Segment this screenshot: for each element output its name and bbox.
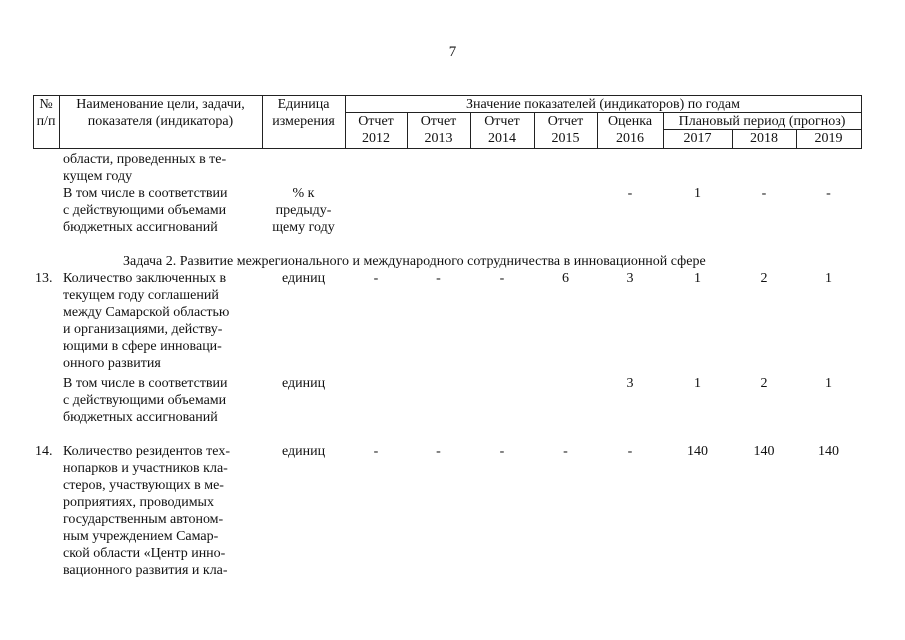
row-13-name-line: онного развития bbox=[63, 356, 161, 371]
sub-row-1-name-line: В том числе в соответствии bbox=[63, 186, 228, 201]
header-col-unit-sub: измерения bbox=[272, 114, 335, 129]
sub-row-1-unit-line: щему году bbox=[272, 220, 335, 235]
sub-row-2-value: 1 bbox=[694, 376, 701, 391]
row-14-value: 140 bbox=[818, 444, 839, 459]
header-values-title: Значение показателей (индикаторов) по годам bbox=[466, 97, 740, 112]
sub-row-2-value: 2 bbox=[760, 376, 768, 391]
sub-row-1-name-line: бюджетных ассигнований bbox=[63, 220, 218, 235]
header-report-label: Отчет bbox=[547, 114, 584, 129]
row-14-value: - bbox=[627, 444, 633, 459]
sub-row-1-value: - bbox=[627, 186, 633, 201]
header-report-label: Отчет bbox=[358, 114, 394, 129]
row-13-value: 1 bbox=[694, 271, 701, 286]
header-col-name: Наименование цели, задачи, bbox=[76, 97, 245, 112]
row-13-unit: единиц bbox=[281, 271, 326, 286]
sub-row-2-name-line: В том числе в соответствии bbox=[63, 376, 228, 391]
row-13-value: 2 bbox=[760, 271, 768, 286]
row-13-value: - bbox=[436, 271, 441, 286]
row-14-value: - bbox=[373, 444, 379, 459]
header-report-label: Отчет bbox=[484, 114, 520, 129]
header-year: 2016 bbox=[616, 131, 644, 146]
sub-row-1-value: 1 bbox=[694, 186, 701, 201]
header-col-unit: Единица bbox=[277, 97, 330, 112]
row-14-number: 14. bbox=[35, 444, 53, 459]
row-14-value: 140 bbox=[753, 444, 775, 459]
row-13-name-line: Количество заключенных в bbox=[63, 271, 227, 286]
sub-row-2-name-line: бюджетных ассигнований bbox=[63, 410, 218, 425]
task-heading: Задача 2. Развитие межрегионального и международного сотрудничества в инновационной сфере bbox=[123, 254, 706, 269]
sub-row-1-value: - bbox=[761, 186, 767, 201]
cont-row-name-line: кущем году bbox=[63, 169, 133, 184]
sub-row-1-unit-line: предыду- bbox=[275, 203, 332, 218]
row-14-value: 140 bbox=[687, 444, 708, 459]
sub-row-2-name-line: с действующими объемами bbox=[63, 393, 227, 408]
header-plan-label: Плановый период (прогноз) bbox=[678, 114, 846, 129]
row-14-name-line: роприятиях, проводимых bbox=[63, 495, 214, 510]
row-14-name-line: стеров, участвующих в ме- bbox=[63, 478, 224, 493]
row-14-name-line: ской области «Центр инно- bbox=[63, 546, 226, 561]
row-14-value: - bbox=[436, 444, 441, 459]
row-13-value: 1 bbox=[825, 271, 832, 286]
row-14-name-line: государственным автоном- bbox=[63, 512, 224, 527]
row-13-name-line: ющими в сфере инноваци- bbox=[63, 339, 222, 354]
header-col-name-sub: показателя (индикатора) bbox=[87, 114, 234, 129]
row-14-unit: единиц bbox=[281, 444, 326, 459]
row-14-name-line: ным учреждением Самар- bbox=[63, 529, 219, 544]
row-13-name-line: между Самарской областью bbox=[63, 305, 230, 320]
header-col-number: № bbox=[39, 97, 53, 112]
header-year: 2017 bbox=[683, 131, 712, 146]
header-year: 2018 bbox=[750, 131, 778, 146]
row-14-value: - bbox=[563, 444, 568, 459]
row-14-value: - bbox=[499, 444, 505, 459]
sub-row-1-unit-line: % к bbox=[292, 186, 315, 201]
row-13-value: 6 bbox=[562, 271, 569, 286]
row-13-name-line: текущем году соглашений bbox=[63, 288, 219, 303]
sub-row-1-name-line: с действующими объемами bbox=[63, 203, 227, 218]
header-year: 2015 bbox=[551, 131, 580, 146]
header-year: 2019 bbox=[814, 131, 843, 146]
sub-row-2-value: 3 bbox=[626, 376, 634, 391]
row-13-value: 3 bbox=[626, 271, 634, 286]
sub-row-1-value: - bbox=[826, 186, 831, 201]
sub-row-2-value: 1 bbox=[825, 376, 832, 391]
header-year: 2013 bbox=[424, 131, 453, 146]
header-year: 2012 bbox=[362, 131, 390, 146]
row-13-value: - bbox=[373, 271, 379, 286]
header-year: 2014 bbox=[488, 131, 516, 146]
row-14-name-line: вационного развития и кла- bbox=[63, 563, 228, 578]
page-number: 7 bbox=[448, 44, 457, 60]
row-14-name-line: нопарков и участников кла- bbox=[63, 461, 228, 476]
row-13-value: - bbox=[499, 271, 505, 286]
header-estimate-label: Оценка bbox=[607, 114, 653, 129]
cont-row-name-line: области, проведенных в те- bbox=[63, 152, 227, 167]
header-col-number-sub: п/п bbox=[36, 114, 56, 129]
sub-row-2-unit: единиц bbox=[281, 376, 326, 391]
row-13-name-line: и организациями, действу- bbox=[63, 322, 223, 337]
row-13-number: 13. bbox=[35, 271, 53, 286]
header-report-label: Отчет bbox=[420, 114, 457, 129]
row-14-name-line: Количество резидентов тех- bbox=[63, 444, 230, 459]
